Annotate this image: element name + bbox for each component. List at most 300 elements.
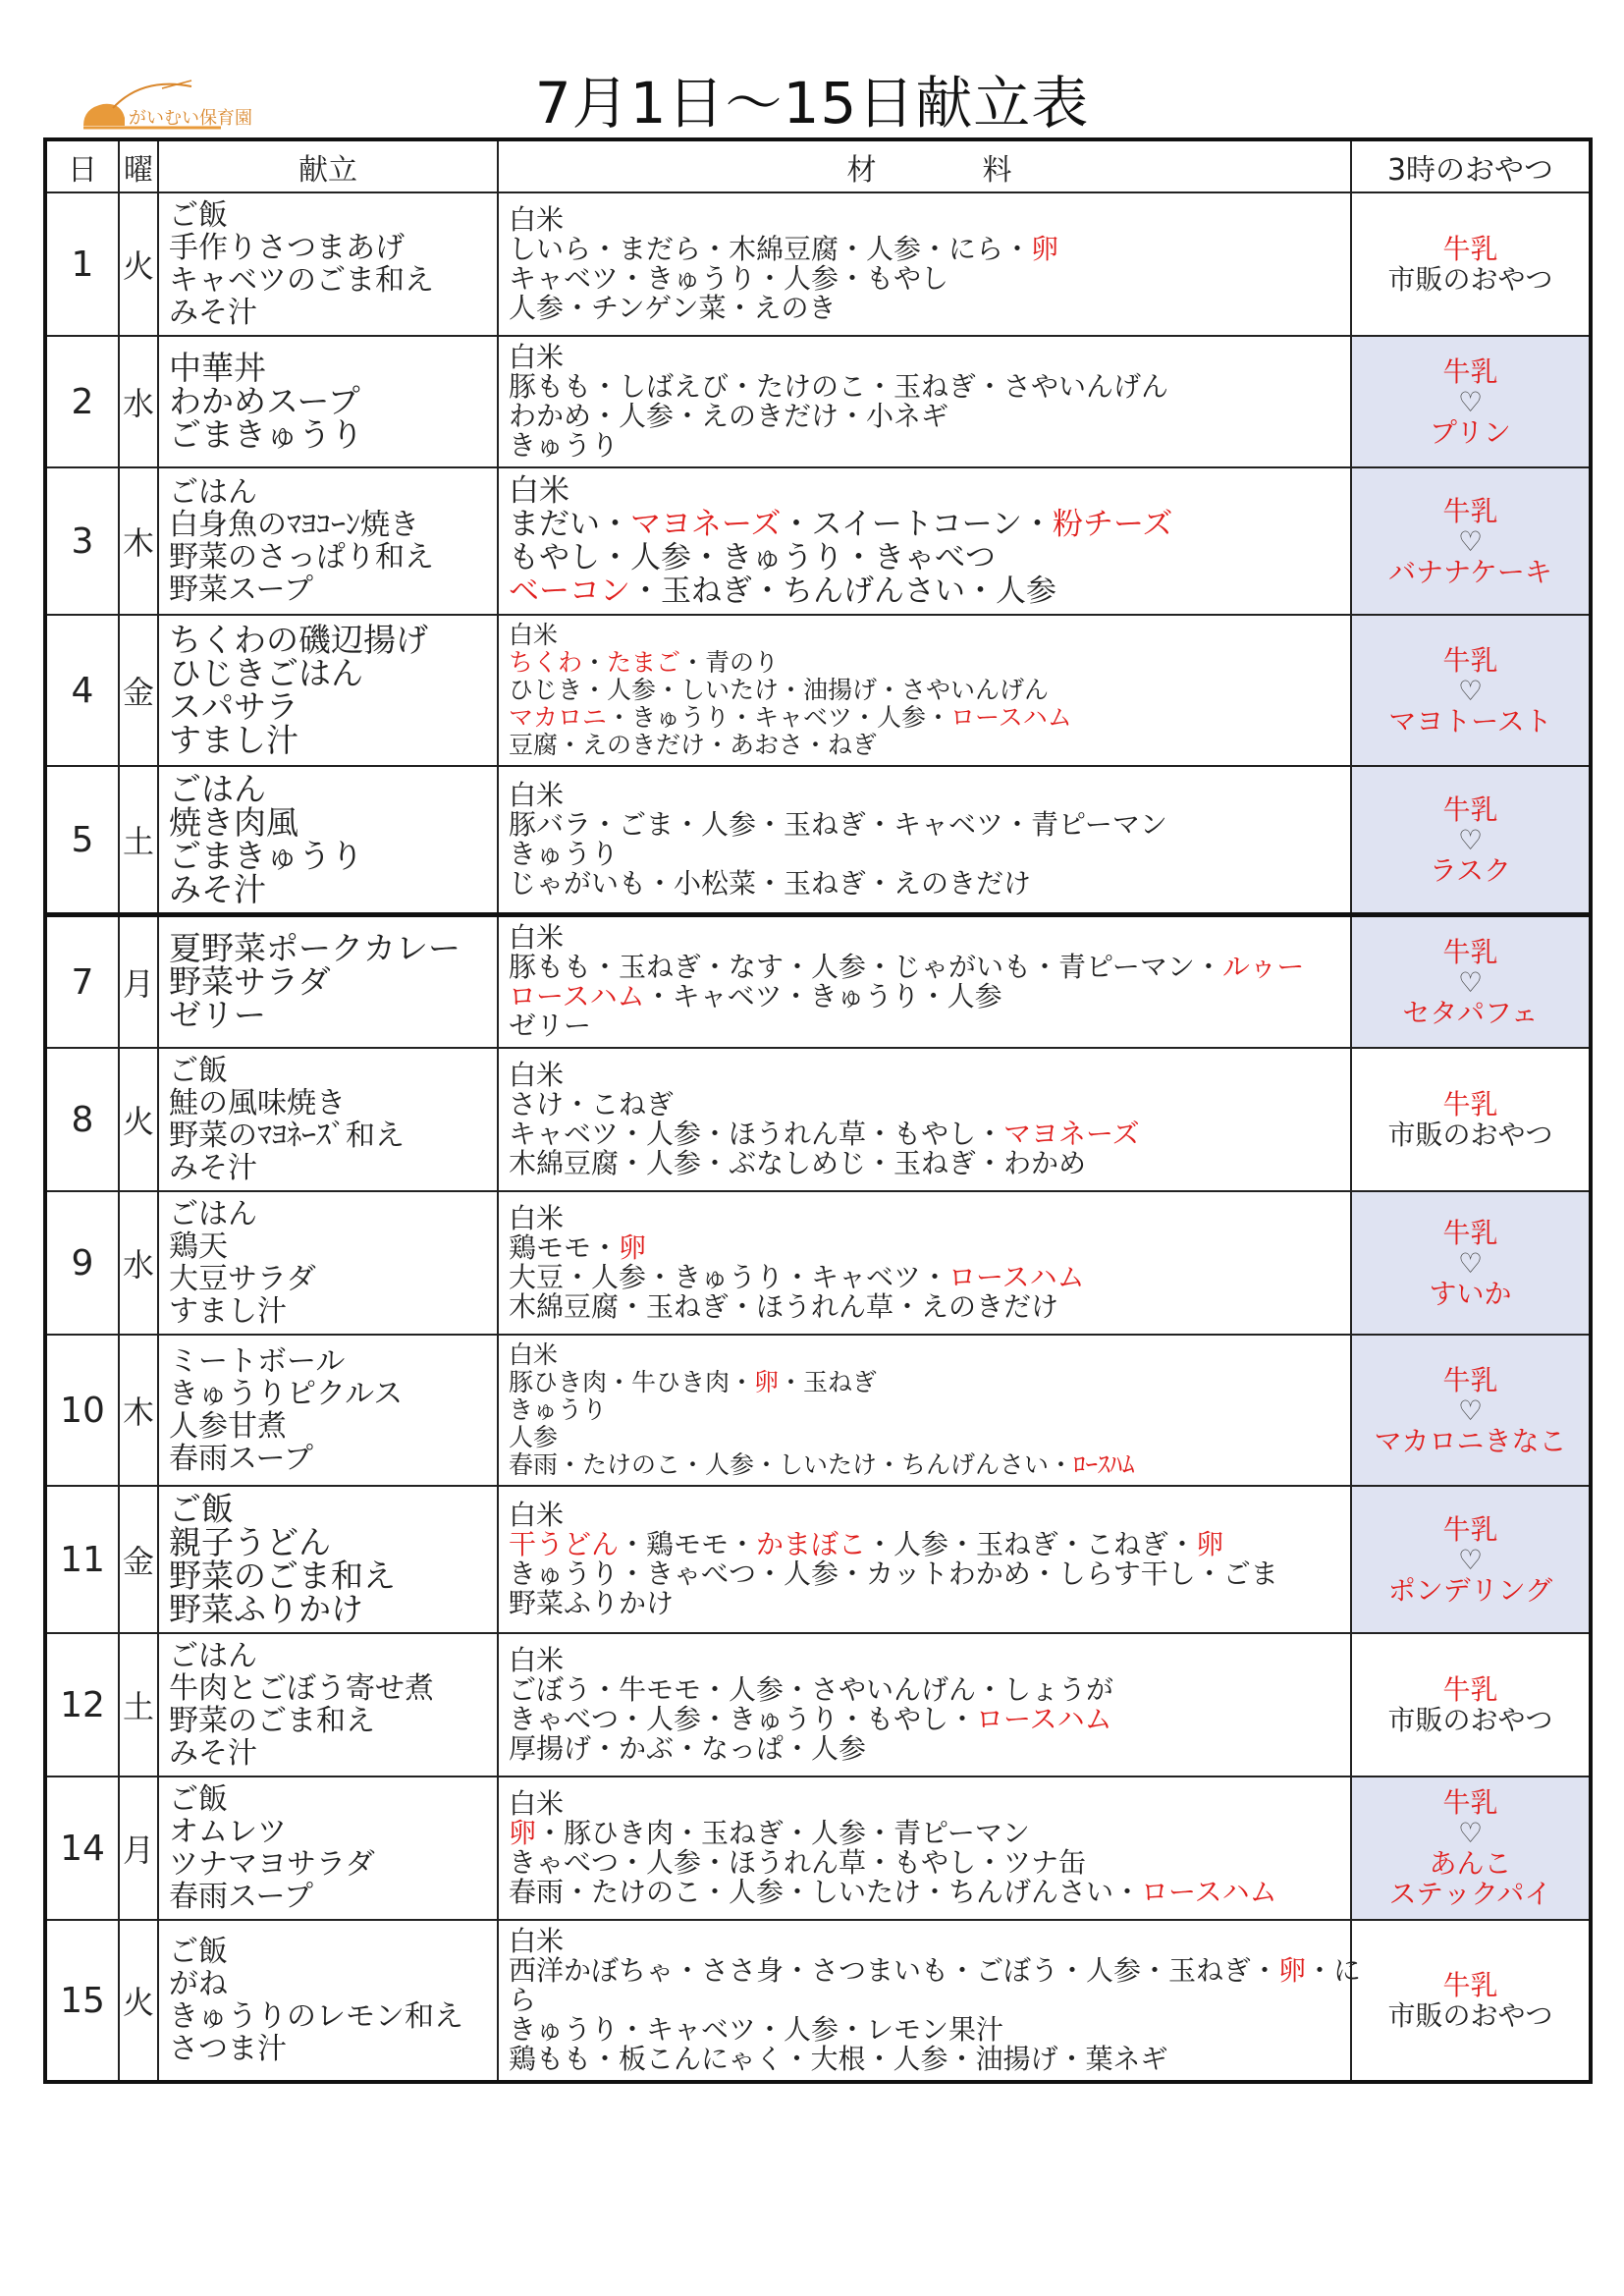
ingredient-text: 人参 bbox=[509, 1423, 559, 1451]
materials-cell bbox=[498, 1777, 1351, 1920]
materials-line bbox=[509, 732, 1346, 759]
ingredient-text: 春雨・たけのこ・人参・しいたけ・ちんげんさい・ bbox=[509, 1450, 1074, 1479]
ingredient-text: ・に bbox=[1306, 1954, 1362, 1987]
menu-item: ごはん bbox=[169, 1639, 257, 1673]
day-cell: 7 bbox=[45, 915, 119, 1049]
menu-item: 親子うどん bbox=[169, 1523, 331, 1561]
materials-line bbox=[509, 1954, 1362, 1987]
ingredient-text: きゅうり・きゃべつ・人参・カットわかめ・しらす干し・ごま bbox=[509, 1558, 1278, 1590]
weekday-cell: 木 bbox=[119, 1335, 158, 1486]
snack-cell bbox=[1351, 1633, 1591, 1777]
snack-item: バナナケーキ bbox=[1388, 555, 1552, 588]
materials-line bbox=[509, 704, 1346, 732]
snack-item: ステックパイ bbox=[1388, 1878, 1552, 1910]
materials-cell bbox=[498, 1048, 1351, 1191]
materials-line bbox=[509, 1120, 1346, 1149]
weekday-cell: 月 bbox=[119, 1777, 158, 1920]
day-cell: 1 bbox=[45, 192, 119, 336]
allergen-ingredient: 粉チーズ bbox=[1052, 507, 1173, 542]
menu-item: みそ汁 bbox=[169, 1151, 257, 1185]
allergen-ingredient: ロースハム bbox=[948, 1261, 1085, 1293]
menu-item: 中華丼 bbox=[169, 349, 266, 387]
table-row bbox=[45, 766, 1591, 915]
ingredient-text: きゅうり bbox=[509, 1395, 608, 1424]
snack-cell bbox=[1351, 1777, 1591, 1920]
menu-cell bbox=[158, 1920, 498, 2082]
day-cell: 5 bbox=[45, 766, 119, 915]
menu-item: キャベツのごま和え bbox=[169, 263, 434, 298]
materials-line bbox=[509, 264, 1346, 294]
menu-item: ゼリー bbox=[169, 996, 266, 1034]
menu-item: ご飯 bbox=[169, 1935, 228, 1969]
materials-line bbox=[509, 1848, 1346, 1878]
ingredient-text: ゼリー bbox=[509, 1010, 592, 1042]
materials-line bbox=[509, 294, 1346, 323]
materials-line bbox=[509, 1789, 1346, 1819]
materials-line bbox=[509, 982, 1346, 1011]
ingredient-text: ごぼう・牛モモ・人参・さやいんげん・しょうが bbox=[509, 1673, 1114, 1706]
ingredient-text: もやし・人参・きゅうり・きゃべつ bbox=[509, 540, 996, 575]
menu-item: がね bbox=[169, 1967, 228, 2001]
heart-icon: ♡ bbox=[1457, 1817, 1484, 1849]
materials-line bbox=[509, 235, 1346, 264]
ingredient-text: 白米 bbox=[509, 921, 565, 954]
ingredient-text: しいら・まだら・木綿豆腐・人参・にら・ bbox=[509, 233, 1032, 265]
materials-line bbox=[509, 1233, 1346, 1263]
materials-line bbox=[509, 953, 1346, 982]
weekday-cell: 火 bbox=[119, 192, 158, 336]
ingredient-text: ・玉ねぎ bbox=[779, 1368, 878, 1396]
ingredient-text: きゅうり・キャベツ・人参・レモン果汁 bbox=[509, 2013, 1004, 2046]
ingredient-text: 白米 bbox=[509, 1644, 565, 1676]
menu-item: 焼き肉風 bbox=[169, 803, 298, 842]
snack-cell bbox=[1351, 1920, 1591, 2082]
table-row bbox=[45, 1777, 1591, 1920]
allergen-ingredient: ﾛｰｽﾊﾑ bbox=[1073, 1450, 1135, 1479]
snack-item: 市販のおやつ bbox=[1387, 1704, 1553, 1736]
materials-cell bbox=[498, 766, 1351, 915]
snack-item: マヨトースト bbox=[1388, 704, 1552, 738]
snack-item: 牛乳 bbox=[1442, 643, 1498, 677]
ingredient-text: 豚バラ・ごま・人参・玉ねぎ・キャベツ・青ピーマン bbox=[509, 808, 1167, 841]
materials-line bbox=[509, 1292, 1346, 1322]
snack-item: 市販のおやつ bbox=[1387, 263, 1553, 296]
materials-line bbox=[509, 1011, 1346, 1041]
weekday-cell: 金 bbox=[119, 615, 158, 766]
menu-item: ご飯 bbox=[169, 198, 228, 233]
heart-icon: ♡ bbox=[1457, 674, 1484, 707]
materials-line bbox=[509, 810, 1346, 840]
materials-line bbox=[509, 1559, 1346, 1589]
header-materials: 材 料 bbox=[498, 139, 1351, 192]
weekday-cell: 水 bbox=[119, 1191, 158, 1335]
materials-line bbox=[509, 781, 1346, 810]
menu-cell bbox=[158, 1335, 498, 1486]
allergen-ingredient: ロースハム bbox=[950, 703, 1072, 732]
snack-item: あんこ bbox=[1429, 1847, 1512, 1880]
ingredient-text: 白米 bbox=[509, 1059, 565, 1091]
materials-line bbox=[509, 541, 1346, 574]
heart-icon: ♡ bbox=[1457, 524, 1484, 558]
heart-icon: ♡ bbox=[1457, 1543, 1484, 1576]
allergen-ingredient: 卵 bbox=[509, 1817, 537, 1849]
menu-item: 野菜ふりかけ bbox=[169, 1590, 363, 1628]
menu-item: ごまきゅうり bbox=[169, 415, 363, 454]
ingredient-text: ・キャベツ・きゅうり・人参 bbox=[644, 980, 1002, 1012]
menu-cell bbox=[158, 1048, 498, 1191]
table-row bbox=[45, 1048, 1591, 1191]
menu-item: きゅうりのレモン和え bbox=[169, 1999, 463, 2034]
table-row bbox=[45, 336, 1591, 467]
snack-item: 牛乳 bbox=[1442, 1216, 1498, 1249]
table-row bbox=[45, 1191, 1591, 1335]
materials-cell bbox=[498, 1633, 1351, 1777]
materials-cell bbox=[498, 1920, 1362, 2082]
materials-line bbox=[509, 1061, 1346, 1090]
materials-cell bbox=[498, 915, 1351, 1049]
materials-line bbox=[509, 1424, 1346, 1451]
day-cell: 12 bbox=[45, 1633, 119, 1777]
snack-cell bbox=[1351, 192, 1591, 336]
day-cell: 9 bbox=[45, 1191, 119, 1335]
materials-line bbox=[509, 1090, 1346, 1120]
materials-line bbox=[509, 1819, 1346, 1848]
materials-line bbox=[509, 1734, 1346, 1764]
ingredient-text: きゃべつ・人参・ほうれん草・もやし・ツナ缶 bbox=[509, 1846, 1087, 1879]
menu-item: ご飯 bbox=[169, 1054, 228, 1088]
snack-cell bbox=[1351, 1335, 1591, 1486]
menu-item: 春雨スープ bbox=[169, 1880, 313, 1914]
ingredient-text: 人参・チンゲン菜・えのき bbox=[509, 292, 837, 324]
snack-item: プリン bbox=[1430, 415, 1511, 449]
ingredient-text: ・青のり bbox=[680, 648, 780, 677]
ingredient-text: キャベツ・人参・ほうれん草・もやし・ bbox=[509, 1118, 1004, 1150]
menu-item: 野菜のごま和え bbox=[169, 1557, 396, 1595]
ingredient-text: 豚もも・玉ねぎ・なす・人参・じゃがいも・青ピーマン・ bbox=[509, 951, 1222, 983]
materials-line bbox=[509, 1878, 1346, 1907]
menu-item: 野菜のごま和え bbox=[169, 1704, 375, 1738]
materials-line bbox=[509, 1204, 1346, 1233]
ingredient-text: 豆腐・えのきだけ・あおさ・ねぎ bbox=[509, 731, 878, 759]
ingredient-text: 白米 bbox=[509, 1499, 565, 1531]
allergen-ingredient: ロースハム bbox=[509, 980, 645, 1012]
snack-cell bbox=[1351, 336, 1591, 467]
ingredient-text: 木綿豆腐・玉ねぎ・ほうれん草・えのきだけ bbox=[509, 1290, 1059, 1323]
weekday-cell: 木 bbox=[119, 467, 158, 615]
ingredient-text: わかめ・人参・えのきだけ・小ネギ bbox=[509, 400, 949, 432]
menu-item: 夏野菜ポークカレー bbox=[169, 929, 460, 967]
ingredient-text: 白米 bbox=[509, 1787, 565, 1820]
materials-line bbox=[509, 1451, 1346, 1479]
ingredient-text: まだい・ bbox=[509, 507, 630, 542]
menu-item: みそ汁 bbox=[169, 1736, 257, 1771]
table-row bbox=[45, 1335, 1591, 1486]
materials-line bbox=[509, 205, 1346, 235]
materials-line bbox=[509, 1986, 1346, 2015]
materials-cell bbox=[498, 1486, 1351, 1633]
materials-line bbox=[509, 1149, 1346, 1178]
menu-item: 牛肉とごぼう寄せ煮 bbox=[169, 1671, 434, 1706]
menu-item: スパサラ bbox=[169, 687, 298, 726]
materials-line bbox=[509, 1369, 1346, 1396]
materials-line bbox=[509, 649, 1346, 677]
ingredient-text: ・人参・玉ねぎ・こねぎ・ bbox=[866, 1528, 1197, 1560]
materials-line bbox=[509, 402, 1346, 431]
menu-cell bbox=[158, 615, 498, 766]
menu-item: きゅうりピクルス bbox=[169, 1377, 404, 1411]
table-row bbox=[45, 1486, 1591, 1633]
ingredient-text: きゅうり bbox=[509, 429, 620, 462]
materials-line bbox=[509, 1675, 1346, 1705]
snack-item: 市販のおやつ bbox=[1387, 1999, 1553, 2032]
materials-cell bbox=[498, 1191, 1351, 1335]
ingredient-text: 豚ひき肉・牛ひき肉・ bbox=[509, 1368, 755, 1396]
materials-line bbox=[509, 1341, 1346, 1369]
menu-item: ごはん bbox=[169, 770, 266, 808]
menu-item: ちくわの磯辺揚げ bbox=[169, 621, 428, 659]
day-cell: 4 bbox=[45, 615, 119, 766]
materials-line bbox=[509, 869, 1346, 899]
menu-item: すまし汁 bbox=[169, 1294, 287, 1329]
ingredient-text: 厚揚げ・かぶ・なっぱ・人参 bbox=[509, 1732, 867, 1765]
snack-item: ポンデリング bbox=[1387, 1573, 1553, 1607]
ingredient-text: ・スイートコーン・ bbox=[781, 507, 1053, 542]
ingredient-text: じゃがいも・小松菜・玉ねぎ・えのきだけ bbox=[509, 867, 1032, 900]
menu-item: 白身魚のﾏﾖｺｰﾝ焼き bbox=[169, 508, 419, 542]
header-snack: 3時のおやつ bbox=[1351, 139, 1591, 192]
ingredient-text: 大豆・人参・きゅうり・キャベツ・ bbox=[509, 1261, 949, 1293]
snack-item: 牛乳 bbox=[1442, 1969, 1498, 2001]
menu-cell bbox=[158, 1486, 498, 1633]
materials-cell bbox=[498, 192, 1351, 336]
allergen-ingredient: 卵 bbox=[1031, 233, 1059, 265]
menu-cell bbox=[158, 192, 498, 336]
header-row bbox=[45, 139, 1591, 192]
materials-line bbox=[509, 923, 1346, 953]
ingredient-text: きゃべつ・人参・きゅうり・もやし・ bbox=[509, 1703, 977, 1735]
weekday-cell: 火 bbox=[119, 1048, 158, 1191]
menu-item: みそ汁 bbox=[169, 870, 266, 908]
allergen-ingredient: マヨネーズ bbox=[630, 507, 782, 542]
materials-line bbox=[509, 677, 1346, 704]
menu-item: 手作りさつまあげ bbox=[169, 231, 405, 265]
ingredient-text: ら bbox=[509, 1984, 537, 2016]
allergen-ingredient: 卵 bbox=[619, 1231, 647, 1264]
weekday-cell: 火 bbox=[119, 1920, 158, 2082]
materials-line bbox=[509, 840, 1346, 869]
day-cell: 8 bbox=[45, 1048, 119, 1191]
menu-item: 鮭の風味焼き bbox=[169, 1086, 346, 1121]
snack-item: 牛乳 bbox=[1442, 793, 1498, 826]
menu-item: 人参甘煮 bbox=[169, 1409, 287, 1444]
ingredient-text: 白米 bbox=[509, 1340, 559, 1369]
menu-cell bbox=[158, 336, 498, 467]
svg-text:がいむい保育園: がいむい保育園 bbox=[129, 108, 252, 129]
allergen-ingredient: 干うどん bbox=[509, 1528, 620, 1560]
ingredient-text: きゅうり bbox=[509, 838, 620, 870]
snack-cell bbox=[1351, 1191, 1591, 1335]
allergen-ingredient: たまご bbox=[607, 648, 681, 677]
materials-line bbox=[509, 1263, 1346, 1292]
materials-line bbox=[509, 1927, 1346, 1956]
day-cell: 10 bbox=[45, 1335, 119, 1486]
snack-item: 牛乳 bbox=[1442, 1673, 1498, 1706]
menu-item: 鶏天 bbox=[169, 1230, 228, 1264]
header-menu: 献立 bbox=[158, 139, 498, 192]
materials-line bbox=[509, 431, 1346, 461]
materials-line bbox=[509, 1396, 1346, 1424]
weekday-cell: 土 bbox=[119, 766, 158, 915]
table-row bbox=[45, 915, 1591, 1049]
materials-line bbox=[509, 1705, 1346, 1734]
menu-item: 野菜のさっぱり和え bbox=[169, 540, 434, 574]
day-cell: 2 bbox=[45, 336, 119, 467]
allergen-ingredient: かまぼこ bbox=[756, 1528, 867, 1560]
menu-cell bbox=[158, 766, 498, 915]
ingredient-text: 木綿豆腐・人参・ぶなしめじ・玉ねぎ・わかめ bbox=[509, 1147, 1087, 1179]
snack-item: 市販のおやつ bbox=[1387, 1119, 1553, 1151]
allergen-ingredient: 卵 bbox=[1278, 1954, 1307, 1987]
menu-item: ご飯 bbox=[169, 1782, 228, 1817]
allergen-ingredient: ベーコン bbox=[509, 574, 630, 609]
ingredient-text: 春雨・たけのこ・人参・しいたけ・ちんげんさい・ bbox=[509, 1876, 1142, 1908]
materials-line bbox=[509, 474, 1346, 508]
day-cell: 3 bbox=[45, 467, 119, 615]
menu-item: ミートボール bbox=[169, 1344, 346, 1379]
snack-cell bbox=[1351, 467, 1591, 615]
menu-item: みそ汁 bbox=[169, 296, 257, 330]
day-cell: 14 bbox=[45, 1777, 119, 1920]
ingredient-text: 白米 bbox=[509, 621, 559, 649]
ingredient-text: ひじき・人参・しいたけ・油揚げ・さやいんげん bbox=[509, 676, 1050, 704]
menu-item: 野菜スープ bbox=[169, 573, 313, 607]
ingredient-text: キャベツ・きゅうり・人参・もやし bbox=[509, 262, 949, 295]
ingredient-text: 白米 bbox=[509, 1925, 565, 1957]
ingredient-text: 鶏モモ・ bbox=[509, 1231, 620, 1264]
ingredient-text: ・玉ねぎ・ちんげんさい・人参 bbox=[630, 574, 1056, 609]
snack-cell bbox=[1351, 915, 1591, 1049]
materials-line bbox=[509, 372, 1346, 402]
snack-item: 牛乳 bbox=[1442, 1088, 1498, 1121]
table-row bbox=[45, 1920, 1591, 2082]
materials-line bbox=[509, 1646, 1346, 1675]
weekday-cell: 金 bbox=[119, 1486, 158, 1633]
menu-item: ごはん bbox=[169, 475, 257, 510]
weekday-cell: 月 bbox=[119, 915, 158, 1049]
materials-line bbox=[509, 343, 1346, 372]
menu-item: 春雨スープ bbox=[169, 1442, 313, 1476]
snack-item: すいか bbox=[1429, 1277, 1512, 1310]
allergen-ingredient: マカロニ bbox=[509, 703, 608, 732]
ingredient-text: 白米 bbox=[509, 473, 569, 509]
ingredient-text: 白米 bbox=[509, 203, 565, 236]
weekday-cell: 水 bbox=[119, 336, 158, 467]
ingredient-text: 鶏もも・板こんにゃく・大根・人参・油揚げ・葉ネギ bbox=[509, 2043, 1168, 2075]
ingredient-text: 野菜ふりかけ bbox=[509, 1587, 675, 1619]
header-dow: 曜 bbox=[119, 139, 158, 192]
heart-icon: ♡ bbox=[1457, 823, 1484, 856]
ingredient-text: 白米 bbox=[509, 1202, 565, 1234]
snack-item: 牛乳 bbox=[1442, 355, 1498, 388]
materials-line bbox=[509, 508, 1346, 541]
ingredient-text: ・ bbox=[582, 648, 608, 677]
menu-item: ごはん bbox=[169, 1197, 257, 1231]
ingredient-text: 西洋かぼちゃ・ささ身・さつまいも・ごぼう・人参・玉ねぎ・ bbox=[509, 1954, 1279, 1987]
materials-cell bbox=[498, 1335, 1351, 1486]
snack-cell bbox=[1351, 615, 1591, 766]
materials-line bbox=[509, 1589, 1346, 1618]
menu-item: ご飯 bbox=[169, 1490, 234, 1528]
ingredient-text: ・きゅうり・キャベツ・人参・ bbox=[607, 703, 951, 732]
materials-line bbox=[509, 2045, 1346, 2074]
snack-item: 牛乳 bbox=[1442, 233, 1498, 265]
menu-item: すまし汁 bbox=[169, 721, 298, 759]
menu-cell bbox=[158, 915, 498, 1049]
heart-icon: ♡ bbox=[1457, 385, 1484, 418]
ingredient-text: ・豚ひき肉・玉ねぎ・人参・青ピーマン bbox=[536, 1817, 1030, 1849]
materials-line bbox=[509, 1501, 1346, 1530]
materials-line bbox=[509, 2015, 1346, 2045]
snack-cell bbox=[1351, 1048, 1591, 1191]
allergen-ingredient: ルゥー bbox=[1221, 951, 1305, 983]
day-cell: 11 bbox=[45, 1486, 119, 1633]
menu-item: 野菜サラダ bbox=[169, 962, 331, 1001]
table-row bbox=[45, 615, 1591, 766]
snack-item: マカロニきなこ bbox=[1374, 1424, 1567, 1457]
menu-item: ひじきごはん bbox=[169, 654, 363, 692]
snack-cell bbox=[1351, 766, 1591, 915]
snack-item: ラスク bbox=[1429, 853, 1512, 887]
allergen-ingredient: マヨネーズ bbox=[1003, 1118, 1140, 1150]
heart-icon: ♡ bbox=[1457, 1246, 1484, 1280]
snack-item: 牛乳 bbox=[1442, 494, 1498, 527]
table-row bbox=[45, 1633, 1591, 1777]
menu-item: ツナマヨサラダ bbox=[169, 1847, 375, 1882]
header-day: 日 bbox=[45, 139, 119, 192]
menu-table bbox=[43, 137, 1593, 2084]
materials-cell bbox=[498, 336, 1351, 467]
ingredient-text: ・鶏モモ・ bbox=[619, 1528, 757, 1560]
snack-cell bbox=[1351, 1486, 1591, 1633]
allergen-ingredient: ちくわ bbox=[509, 648, 583, 677]
menu-item: さつま汁 bbox=[169, 2032, 287, 2066]
materials-cell bbox=[498, 467, 1351, 615]
ingredient-text: 豚もも・しばえび・たけのこ・玉ねぎ・さやいんげん bbox=[509, 370, 1169, 403]
menu-item: オムレツ bbox=[169, 1815, 287, 1849]
menu-cell bbox=[158, 467, 498, 615]
allergen-ingredient: ロースハム bbox=[976, 1703, 1112, 1735]
allergen-ingredient: 卵 bbox=[754, 1368, 780, 1396]
ingredient-text: 白米 bbox=[509, 341, 565, 373]
snack-item: 牛乳 bbox=[1442, 1512, 1498, 1546]
menu-item: 大豆サラダ bbox=[169, 1262, 316, 1296]
menu-item: 野菜のﾏﾖﾈｰｽﾞ和え bbox=[169, 1119, 405, 1153]
allergen-ingredient: ロースハム bbox=[1141, 1876, 1277, 1908]
menu-item: ごまきゅうり bbox=[169, 837, 363, 875]
weekday-cell: 土 bbox=[119, 1633, 158, 1777]
materials-line bbox=[509, 622, 1346, 649]
snack-item: 牛乳 bbox=[1442, 935, 1498, 968]
snack-item: セタパフェ bbox=[1402, 996, 1539, 1029]
ingredient-text: 白米 bbox=[509, 779, 565, 811]
materials-cell bbox=[498, 615, 1351, 766]
menu-cell bbox=[158, 1777, 498, 1920]
materials-line bbox=[509, 574, 1346, 608]
menu-cell bbox=[158, 1633, 498, 1777]
materials-line bbox=[509, 1530, 1346, 1559]
menu-item: わかめスープ bbox=[169, 382, 360, 420]
snack-item: 牛乳 bbox=[1442, 1363, 1498, 1396]
